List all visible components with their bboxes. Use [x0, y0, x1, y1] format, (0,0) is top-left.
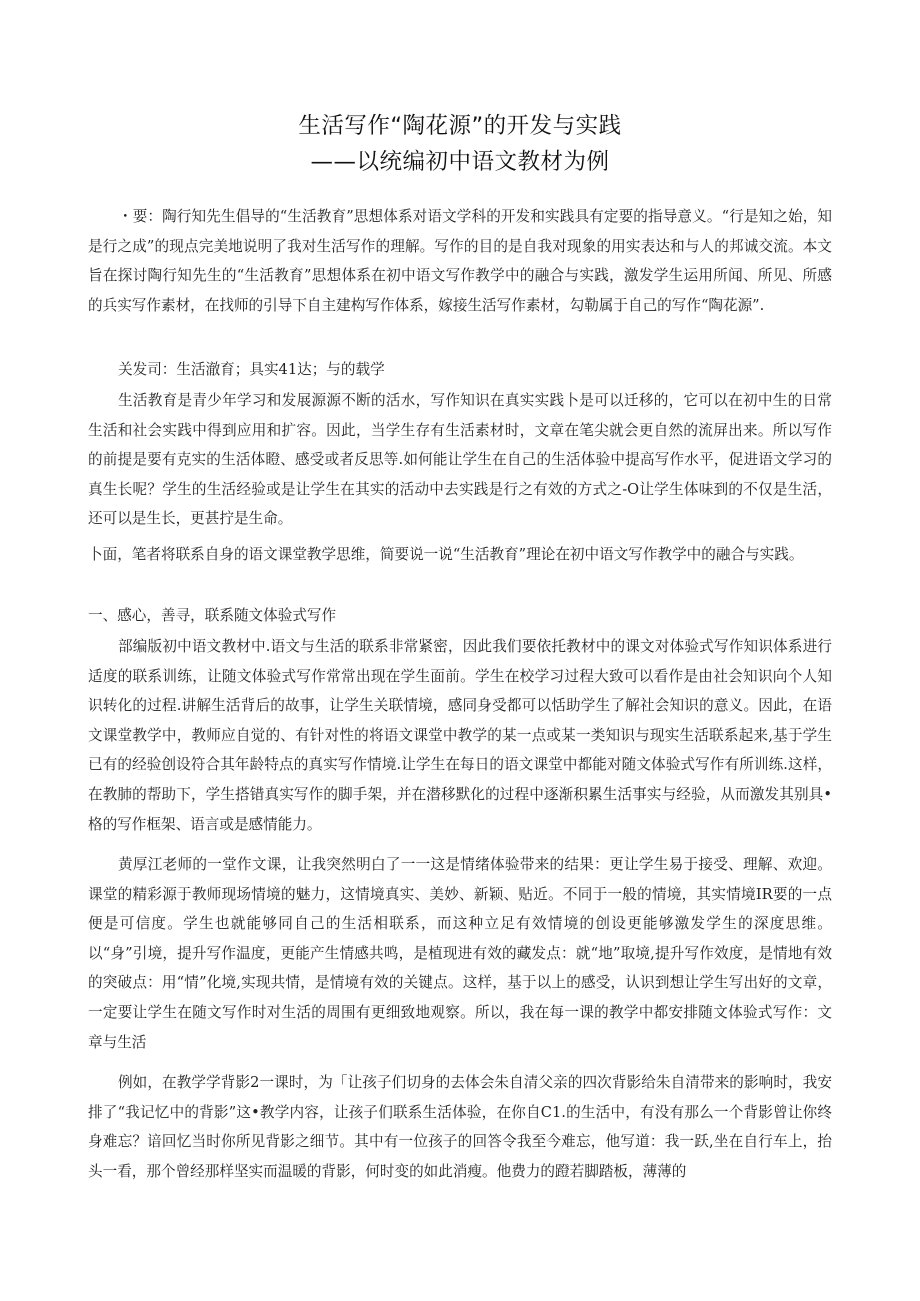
body-paragraph-1: 生活教育是青少年学习和发展源源不断的活水，写作知识在真实实践卜是可以迁移的，它可以在初中生的日常生活和社会实践中得到应用和扩容。因此，当学生存有生活素材时，文章在笔尖就会更自然的流屏出来。所以写作的前提是要有克实的生活体瞪、感受或者反思等.如何能让学生在自己的生活体验中提高写作水平，促进语文学习的真生长呢？学生的生活经验或是让学生在其实的活动中去实践是行之有效的方式之-O让学生体味到的不仅是生活，还可以是生长，更甚拧是生命。	[88, 392, 832, 528]
body-paragraph-4: 黄厚江老师的一堂作文课，让我突然明白了一一这是情绪体验带来的结果：更让学生易于接受、理解、欢迎。课堂的精彩源于教师现场情境的魅力，这情境真实、美妙、新颖、贴近。不同于一般的情境，其实情境IR要的一点便是可信度。学生也就能够同自己的生活相联系，而这种立足有效情境的创设更能够激发学生的深度思维。以“身”引境，提升写作温度，更能产生情感共鸣，是植现进有效的藏发点：就“地”取境,提升写作效度，是情地有效的突破点：用“情”化境,实现共情，是情境有效的关键点。这样，基于以上的感受，认识到想让学生写出好的文章，一定要让学生在随文写作时对生活的周围有更细致地观察。所以，我在每一课的教学中都安排随文体验式写作：文章与生活	[88, 856, 832, 1051]
abstract-paragraph: ・要：陶行知先生倡导的“生活教育”思想体系对语文学科的开发和实践具有定要的指导意义。“行是知之始，知是行之成”的现点完美地说明了我对生活写作的理解。写作的目的是自我对现象的用实表达和与人的邦诚交流。本文旨在探讨陶行知先生的“生活教育”思想体系在初中语文写作教学中的融合与实践，激发学生运用所闻、所见、所感的兵实写作素材，在找师的引导下自主建构写作体系，嫁接生活写作素材，勾勒属于自己的写作“陶花源”.	[88, 208, 832, 314]
section-heading-1: 一、感心，善寻，联系随文体验式写作	[88, 607, 337, 624]
body-paragraph-5: 例如，在教学学背影2一课时，为「让孩子们切身的去体会朱自清父亲的四次背影给朱自清带来的影响时，我安排了“我记忆中的背影”这•教学内容，让孩子们联系生活体验，在你自C1.的生活中，有没有那么一个背影曾让你终身难忘？谙回忆当时你所见背影之细节。其中有一位孩子的回答令我至今难忘，他写道：我一跃,坐在自行车上，抬头一看，那个曾经那样坚实而温暖的背影，何时变的如此消瘦。他费力的蹬若脚踏板，薄薄的	[88, 1074, 832, 1180]
body-paragraph-3: 部编版初中语文教材中.语文与生活的联系非常紧密，因此我们要依托教材中的课文对体验式写作知识体系进行适度的联系训练，让随文体验式写作常常出现在学生面前。学生在校学习过程大致可以看作是由社会知识向个人知识转化的过程.讲解生活背后的故事，让学生关联情境，感同身受都可以恬助学生了解社会知识的意义。因此，在语文课堂教学中，教师应自觉的、有针对性的将语文课堂中教学的某一点或某一类知识与现实生活联系起来,基于学生已有的经验创设符合其年龄特点的真实写作情境.让学生在每日的语文课堂中都能对随文体验式写作有所训练.这样，在教肺的帮助下，学生搭错真实写作的脚手架，并在潜移默化的过程中逐渐积累生活事实与经验，从而激发其别具•格的写作框架、语言或是感情能力。	[88, 638, 832, 833]
keywords-line: 关发司：生活澈育；具实41达；与的载学	[118, 361, 385, 378]
document-subtitle: ——以统编初中语文教材为例	[310, 149, 610, 175]
document-title: 生活写作“陶花源”的开发与实践	[298, 113, 622, 139]
body-paragraph-2: 卜面，笔者将联系自身的语文课堂教学思维，简要说一说“生活教育”理论在初中语文写作教学中的融合与实践。	[88, 546, 804, 563]
